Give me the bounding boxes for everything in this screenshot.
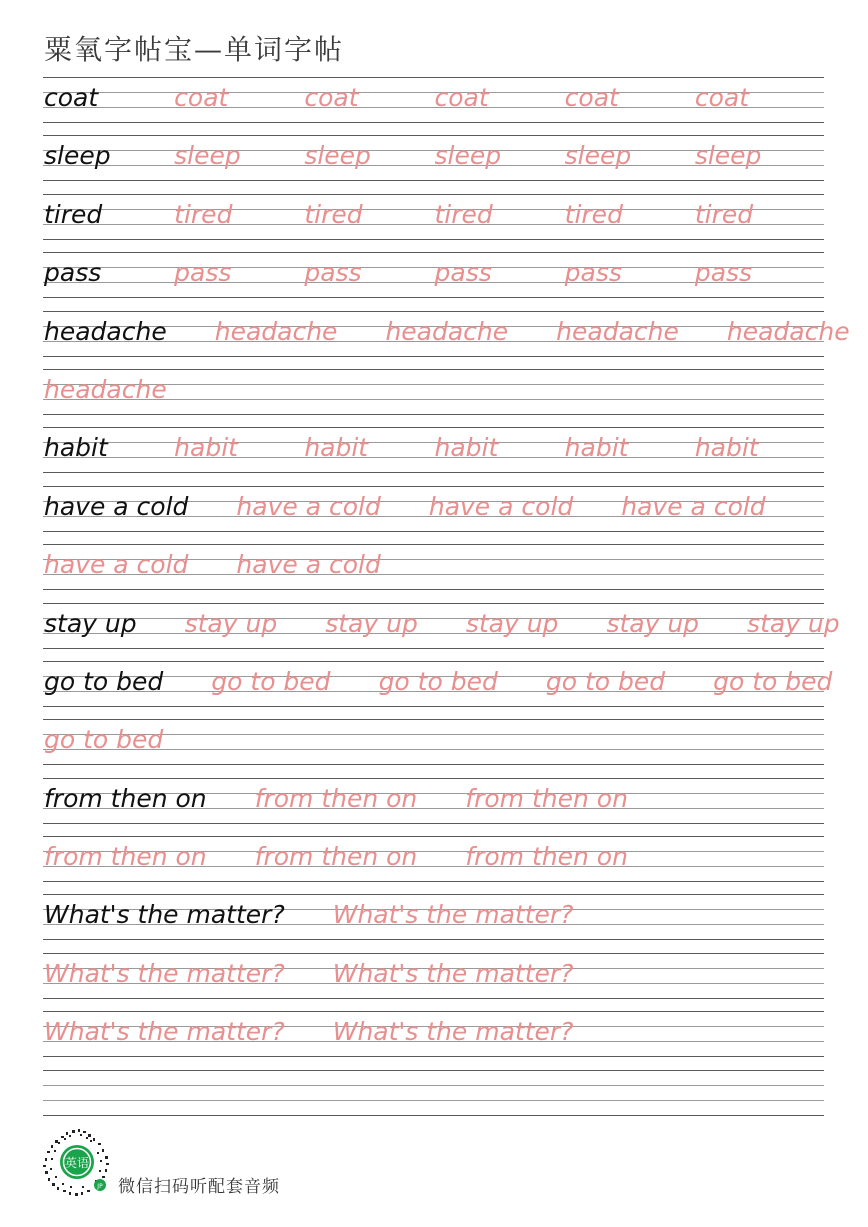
ruled-line (43, 633, 824, 634)
trace-word: from then on (254, 783, 418, 813)
trace-word: pass (174, 258, 232, 288)
trace-word: go to bed (378, 666, 498, 696)
trace-word: coat (174, 83, 229, 112)
trace-word: from then on (254, 842, 418, 872)
ruled-line (43, 122, 824, 123)
trace-word: pass (304, 258, 362, 288)
ruled-line (43, 881, 824, 882)
model-word: have a cold (44, 491, 189, 521)
trace-word: What's the matter? (332, 958, 574, 988)
ruled-line (43, 894, 824, 895)
practice-row (43, 422, 824, 480)
trace-word: What's the matter? (332, 1017, 574, 1047)
trace-word: pass (694, 258, 753, 288)
trace-word: sleep (434, 141, 502, 171)
practice-row (43, 714, 824, 772)
trace-word: sleep (304, 141, 371, 171)
trace-word: headache (556, 316, 679, 346)
ruled-line (43, 953, 824, 954)
model-word: go to bed (44, 666, 164, 696)
practice-row (43, 889, 824, 947)
ruled-line (43, 531, 824, 532)
model-word: tired (44, 199, 103, 229)
trace-word: have a cold (236, 491, 381, 521)
ruled-line (43, 778, 824, 779)
ruled-line (43, 1056, 824, 1057)
trace-word: habit (174, 433, 238, 463)
ruled-line (43, 472, 824, 473)
ruled-line (43, 618, 824, 619)
practice-row (43, 1065, 824, 1123)
trace-word: habit (304, 433, 369, 463)
ruled-line (43, 603, 824, 604)
trace-word: pass (434, 258, 492, 288)
trace-word: go to bed (211, 666, 331, 696)
trace-word: habit (434, 433, 499, 463)
trace-word: stay up (325, 608, 418, 638)
trace-word: sleep (174, 141, 241, 171)
ruled-line (43, 544, 824, 545)
ruled-line (43, 356, 824, 357)
trace-word: headache (726, 316, 850, 346)
ruled-line (43, 1085, 824, 1086)
model-word: headache (44, 316, 167, 346)
trace-word: headache (44, 374, 167, 404)
model-word: stay up (44, 608, 137, 638)
model-word: habit (44, 433, 108, 463)
trace-word: coat (694, 83, 749, 112)
practice-row (43, 130, 824, 188)
qr-code-icon (42, 1128, 112, 1198)
ruled-line (43, 1100, 824, 1101)
trace-word: stay up (606, 608, 700, 638)
practice-row (43, 1006, 824, 1064)
practice-row (43, 481, 824, 539)
practice-row (43, 189, 824, 247)
ruled-line (43, 486, 824, 487)
ruled-line (43, 719, 824, 720)
trace-word: habit (694, 433, 759, 463)
ruled-line (43, 239, 824, 240)
ruled-line (43, 297, 824, 298)
trace-word: go to bed (713, 666, 833, 696)
ruled-line (43, 1115, 824, 1116)
audio-caption: 微信扫码听配套音频 (118, 1177, 280, 1197)
ruled-line (43, 77, 824, 78)
ruled-line (43, 252, 824, 253)
ruled-line (43, 939, 824, 940)
trace-word: stay up (747, 608, 840, 638)
ruled-line (43, 1011, 824, 1012)
qr-corner-label: JP (97, 1183, 103, 1190)
worksheet (43, 72, 850, 1123)
practice-row (43, 364, 824, 422)
practice-row (43, 656, 833, 714)
model-word: What's the matter? (44, 900, 285, 930)
trace-word: coat (564, 83, 619, 112)
model-word: sleep (44, 141, 111, 171)
ruled-line (43, 427, 824, 428)
ruled-line (43, 706, 824, 707)
practice-row (43, 773, 824, 831)
trace-word: go to bed (44, 725, 164, 755)
ruled-line (43, 998, 824, 999)
trace-word: sleep (564, 141, 632, 171)
ruled-line (43, 836, 824, 837)
ruled-line (43, 661, 824, 662)
trace-word: headache (385, 316, 509, 346)
trace-word: stay up (465, 608, 559, 638)
trace-word: coat (434, 83, 489, 112)
ruled-line (43, 648, 824, 649)
trace-word: tired (304, 199, 363, 229)
ruled-line (43, 180, 824, 181)
practice-row (43, 948, 824, 1006)
practice-row (43, 539, 824, 597)
qr-badge-label: 英语 (64, 1156, 90, 1170)
model-word: coat (44, 83, 99, 112)
trace-word: What's the matter? (44, 1017, 285, 1047)
ruled-line (43, 135, 824, 136)
trace-word: have a cold (428, 491, 574, 521)
trace-word: tired (434, 199, 493, 229)
practice-row (43, 831, 824, 889)
trace-word: from then on (465, 842, 628, 872)
practice-row (43, 306, 850, 364)
ruled-line (43, 369, 824, 370)
trace-word: have a cold (621, 491, 766, 521)
ruled-line (43, 311, 824, 312)
trace-word: tired (564, 199, 623, 229)
trace-word: headache (214, 316, 338, 346)
trace-word: coat (304, 83, 359, 112)
trace-word: tired (174, 199, 233, 229)
ruled-line (43, 1070, 824, 1071)
ruled-line (43, 194, 824, 195)
model-word: pass (44, 258, 102, 288)
model-word: from then on (44, 783, 207, 813)
trace-word: tired (694, 199, 754, 229)
trace-word: from then on (44, 842, 207, 872)
ruled-line (43, 823, 824, 824)
trace-word: pass (564, 258, 622, 288)
trace-word: have a cold (236, 550, 381, 580)
trace-word: habit (564, 433, 629, 463)
practice-row (43, 72, 824, 130)
practice-row (43, 598, 840, 656)
trace-word: stay up (184, 608, 278, 638)
trace-word: sleep (694, 141, 762, 171)
page-title: 粟氧字帖宝—单词字帖 (44, 33, 345, 66)
trace-word: go to bed (545, 666, 666, 696)
ruled-line (43, 589, 824, 590)
trace-word: from then on (465, 783, 628, 813)
ruled-line (43, 764, 824, 765)
practice-row (43, 247, 824, 305)
trace-word: have a cold (44, 550, 189, 580)
trace-word: What's the matter? (332, 900, 574, 930)
trace-word: What's the matter? (44, 958, 285, 988)
ruled-line (43, 414, 824, 415)
